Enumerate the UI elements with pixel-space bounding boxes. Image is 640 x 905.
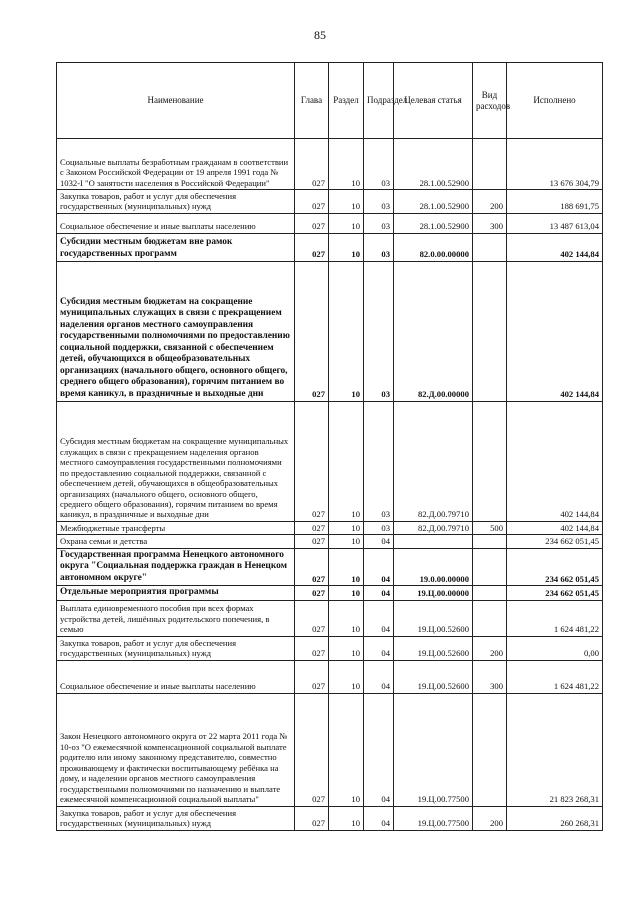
- cell-amount: 188 691,75: [507, 190, 603, 214]
- table-row: [57, 213, 603, 233]
- cell-name: Закупка товаров, работ и услуг для обеспечения государственных (муниципальных) нужд: [57, 190, 295, 214]
- cell-target: 82.0.00.00000: [394, 233, 473, 261]
- cell-target: 82.Д.00.00000: [394, 261, 473, 401]
- col-header-vid: Вид расходов: [473, 63, 507, 139]
- cell-target: 28.1.00.52900: [394, 213, 473, 233]
- cell-glava: 027: [295, 535, 329, 548]
- cell-vid: [473, 401, 507, 521]
- cell-target: 28.1.00.52900: [394, 190, 473, 214]
- cell-podrazdel: 03: [364, 213, 394, 233]
- table-row: [57, 693, 603, 806]
- cell-name: Субсидия местным бюджетам на сокращение муниципальных служащих в связи с прекращением наделения органов местного самоуправления государственными полномочиями по предоставлению социальной поддержки, связанной с обеспечением детей, обучающихся в общеобразовательных организациях (начального общего, основного общего, среднего общего образования), горячим питанием во время каникул, в праздничные и выходные дни: [57, 401, 295, 521]
- cell-amount: 1 624 481,22: [507, 660, 603, 693]
- cell-name: Социальные выплаты безработным гражданам в соответствии с Законом Российской Федерации от 19 апреля 1991 года № 1032-I "О занятости населения в Российской Федерации": [57, 139, 295, 190]
- cell-razdel: 10: [329, 139, 364, 190]
- cell-name: Межбюджетные трансферты: [57, 521, 295, 534]
- table-row: [57, 586, 603, 600]
- cell-glava: 027: [295, 401, 329, 521]
- cell-vid: [473, 586, 507, 600]
- cell-name: Закупка товаров, работ и услуг для обеспечения государственных (муниципальных) нужд: [57, 806, 295, 830]
- cell-vid: 200: [473, 636, 507, 660]
- cell-razdel: 10: [329, 401, 364, 521]
- cell-name: Субсидия местным бюджетам на сокращение муниципальных служащих в связи с прекращением наделения органов местного самоуправления государственными полномочиями по предоставлению социальной поддержки, связанной с обеспечением детей, обучающихся в общеобразовательных организациях (начального общего, основного общего, среднего общего образования), горячим питанием во время каникул, в праздничные и выходные дни: [57, 261, 295, 401]
- cell-podrazdel: 04: [364, 600, 394, 636]
- col-header-glava: Глава: [295, 63, 329, 139]
- cell-vid: [473, 693, 507, 806]
- cell-podrazdel: 04: [364, 806, 394, 830]
- cell-glava: 027: [295, 139, 329, 190]
- cell-amount: 234 662 051,45: [507, 548, 603, 585]
- cell-razdel: 10: [329, 535, 364, 548]
- cell-podrazdel: 04: [364, 548, 394, 585]
- cell-razdel: 10: [329, 636, 364, 660]
- cell-amount: 402 144,84: [507, 233, 603, 261]
- table-row: [57, 261, 603, 401]
- cell-target: 82.Д.00.79710: [394, 401, 473, 521]
- cell-vid: 300: [473, 660, 507, 693]
- table-row: [57, 548, 603, 585]
- cell-amount: 234 662 051,45: [507, 586, 603, 600]
- cell-vid: [473, 548, 507, 585]
- table-row: [57, 636, 603, 660]
- cell-target: 28.1.00.52900: [394, 139, 473, 190]
- cell-razdel: 10: [329, 261, 364, 401]
- cell-target: [394, 535, 473, 548]
- page-number: 85: [314, 28, 326, 42]
- cell-amount: 234 662 051,45: [507, 535, 603, 548]
- cell-name: Социальное обеспечение и иные выплаты населению: [57, 660, 295, 693]
- cell-glava: 027: [295, 660, 329, 693]
- table-row: [57, 660, 603, 693]
- cell-name: Государственная программа Ненецкого автономного округа "Социальная поддержка граждан в Ненецком автономном округе": [57, 548, 295, 585]
- cell-razdel: 10: [329, 586, 364, 600]
- cell-podrazdel: 03: [364, 190, 394, 214]
- cell-amount: 402 144,84: [507, 261, 603, 401]
- cell-target: 19.Ц.00.52600: [394, 660, 473, 693]
- cell-podrazdel: 04: [364, 586, 394, 600]
- cell-podrazdel: 03: [364, 261, 394, 401]
- cell-razdel: 10: [329, 806, 364, 830]
- cell-target: 19.Ц.00.52600: [394, 600, 473, 636]
- cell-glava: 027: [295, 586, 329, 600]
- cell-glava: 027: [295, 600, 329, 636]
- cell-amount: 402 144,84: [507, 521, 603, 534]
- cell-glava: 027: [295, 521, 329, 534]
- cell-razdel: 10: [329, 521, 364, 534]
- cell-razdel: 10: [329, 190, 364, 214]
- cell-amount: 1 624 481,22: [507, 600, 603, 636]
- cell-razdel: 10: [329, 213, 364, 233]
- cell-name: Социальное обеспечение и иные выплаты населению: [57, 213, 295, 233]
- cell-vid: 500: [473, 521, 507, 534]
- cell-target: 19.Ц.00.52600: [394, 636, 473, 660]
- cell-razdel: 10: [329, 233, 364, 261]
- cell-amount: 260 268,31: [507, 806, 603, 830]
- cell-podrazdel: 03: [364, 233, 394, 261]
- table-row: [57, 190, 603, 214]
- cell-podrazdel: 04: [364, 660, 394, 693]
- cell-target: 19.0.00.00000: [394, 548, 473, 585]
- cell-vid: [473, 139, 507, 190]
- table-header-row: [57, 63, 603, 139]
- cell-vid: 300: [473, 213, 507, 233]
- cell-glava: 027: [295, 548, 329, 585]
- table-row: [57, 521, 603, 534]
- table-row: [57, 233, 603, 261]
- cell-vid: [473, 261, 507, 401]
- cell-podrazdel: 04: [364, 693, 394, 806]
- cell-glava: 027: [295, 693, 329, 806]
- cell-razdel: 10: [329, 693, 364, 806]
- cell-amount: 13 487 613,04: [507, 213, 603, 233]
- cell-podrazdel: 03: [364, 139, 394, 190]
- cell-name: Закон Ненецкого автономного округа от 22 марта 2011 года № 10-оз "О ежемесячной компенсационной социальной выплате родителю или иному законному представителю, совместно проживающему и фактически воспитывающему ребёнка на дому, и наделении органов местного самоуправления государственными полномочиями по назначению и выплате ежемесячной компенсационной социальной выплаты": [57, 693, 295, 806]
- cell-glava: 027: [295, 190, 329, 214]
- cell-podrazdel: 04: [364, 636, 394, 660]
- cell-name: Отдельные мероприятия программы: [57, 586, 295, 600]
- col-header-target: Целевая статья: [394, 63, 473, 139]
- cell-amount: 402 144,84: [507, 401, 603, 521]
- col-header-amount: Исполнено: [507, 63, 603, 139]
- cell-podrazdel: 04: [364, 535, 394, 548]
- cell-podrazdel: 03: [364, 521, 394, 534]
- cell-vid: [473, 233, 507, 261]
- cell-target: 19.Ц.00.77500: [394, 693, 473, 806]
- cell-amount: 0,00: [507, 636, 603, 660]
- budget-table: [56, 62, 603, 831]
- col-header-razdel: Раздел: [329, 63, 364, 139]
- cell-name: Выплата единовременного пособия при всех формах устройства детей, лишённых родительского попечения, в семью: [57, 600, 295, 636]
- table-row: [57, 806, 603, 830]
- cell-amount: 13 676 304,79: [507, 139, 603, 190]
- cell-glava: 027: [295, 233, 329, 261]
- cell-razdel: 10: [329, 660, 364, 693]
- cell-razdel: 10: [329, 600, 364, 636]
- col-header-name: Наименование: [57, 63, 295, 139]
- table-row: [57, 139, 603, 190]
- cell-target: 19.Ц.00.77500: [394, 806, 473, 830]
- col-header-podrazdel: Подраздел: [364, 63, 394, 139]
- cell-vid: 200: [473, 190, 507, 214]
- cell-target: 82.Д.00.79710: [394, 521, 473, 534]
- cell-glava: 027: [295, 213, 329, 233]
- cell-name: Закупка товаров, работ и услуг для обеспечения государственных (муниципальных) нужд: [57, 636, 295, 660]
- table-row: [57, 600, 603, 636]
- cell-glava: 027: [295, 806, 329, 830]
- cell-razdel: 10: [329, 548, 364, 585]
- cell-amount: 21 823 268,31: [507, 693, 603, 806]
- cell-name: Субсидии местным бюджетам вне рамок государственных программ: [57, 233, 295, 261]
- cell-podrazdel: 03: [364, 401, 394, 521]
- cell-target: 19.Ц.00.00000: [394, 586, 473, 600]
- cell-glava: 027: [295, 261, 329, 401]
- table-row: [57, 401, 603, 521]
- cell-name: Охрана семьи и детства: [57, 535, 295, 548]
- cell-vid: [473, 600, 507, 636]
- table-body: [57, 139, 603, 831]
- table-row: [57, 535, 603, 548]
- cell-glava: 027: [295, 636, 329, 660]
- cell-vid: 200: [473, 806, 507, 830]
- cell-vid: [473, 535, 507, 548]
